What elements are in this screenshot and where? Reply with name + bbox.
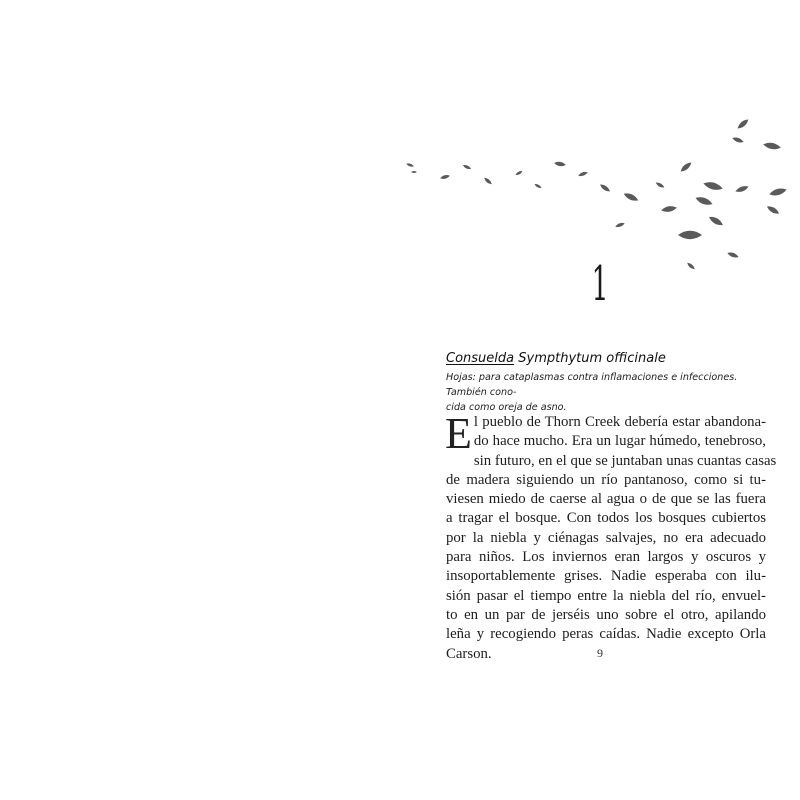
body-line: Carson. bbox=[446, 645, 492, 662]
leaf-icon bbox=[736, 118, 750, 131]
leaf-icon bbox=[732, 136, 745, 144]
leaf-icon bbox=[615, 222, 626, 229]
leaf-icon bbox=[534, 183, 542, 189]
leaf-icon bbox=[735, 184, 750, 193]
chapter-body-text bbox=[445, 409, 777, 664]
herb-note bbox=[446, 370, 766, 415]
herb-entry bbox=[446, 350, 766, 415]
herb-title bbox=[446, 350, 766, 368]
leaf-icon bbox=[578, 171, 589, 178]
leaf-icon bbox=[763, 141, 782, 150]
body-line: leña y recogiendo peras caídas. Nadie excepto Orla bbox=[446, 626, 766, 643]
leaf-icon bbox=[686, 261, 696, 270]
leaf-icon bbox=[411, 171, 417, 173]
herb-common-name: Consuelda bbox=[446, 351, 515, 366]
body-line: to en un par de jerséis uno sobre el otro, apilando bbox=[446, 606, 766, 623]
leaf-icon bbox=[440, 174, 451, 180]
body-line: para niños. Los inviernos eran largos y oscuros y bbox=[446, 549, 766, 566]
body-line: sin futuro, en el que se juntaban unas cuantas casas bbox=[473, 452, 777, 469]
leaf-icon bbox=[554, 161, 567, 167]
leaf-icon bbox=[679, 161, 693, 174]
leaf-icon bbox=[483, 176, 493, 185]
leaf-icon bbox=[768, 187, 787, 198]
body-line: insoportablemente grises. Nadie esperaba con ilu- bbox=[446, 568, 766, 585]
body-line: por la niebla y ciénagas salvajes, no era adecuado bbox=[446, 529, 766, 546]
drop-cap: E bbox=[445, 409, 472, 458]
leaf-icon bbox=[406, 162, 414, 167]
leaf-icon bbox=[727, 251, 740, 259]
leaf-icon bbox=[678, 231, 702, 239]
herb-note-line: cida como oreja de asno. bbox=[446, 402, 567, 413]
body-line: de madera siguiendo un río pantanoso, como si tu- bbox=[446, 471, 766, 488]
body-line: l pueblo de Thorn Creek debería estar abandona- bbox=[473, 414, 766, 430]
body-line: viesen miedo de caerse al agua o de que se las fuera bbox=[446, 491, 766, 508]
body-line: a tragar el bosque. Con todos los bosques cubiertos bbox=[446, 510, 766, 527]
leaf-icon bbox=[623, 191, 640, 203]
leaf-icon bbox=[515, 170, 523, 176]
leaf-icon bbox=[766, 204, 781, 215]
herb-note-line: Hojas: para cataplasmas contra inflamaciones e infecciones. También cono- bbox=[446, 372, 738, 398]
leaf-icon bbox=[702, 180, 723, 192]
page-number: 9 bbox=[597, 646, 603, 660]
leaf-icon bbox=[708, 215, 725, 228]
leaf-icon bbox=[661, 205, 678, 213]
body-line: sión pasar el tiempo entre la niebla del río, envuel- bbox=[446, 587, 766, 604]
herb-scientific-name: Sympthytum officinale bbox=[518, 351, 666, 366]
leaf-icon bbox=[599, 183, 611, 193]
leaf-icon bbox=[694, 195, 713, 207]
chapter-number: 1 bbox=[591, 256, 609, 312]
leaf-icon bbox=[462, 164, 471, 171]
leaf-icon bbox=[655, 181, 665, 189]
body-line: do hace mucho. Era un lugar húmedo, tenebroso, bbox=[473, 433, 766, 450]
